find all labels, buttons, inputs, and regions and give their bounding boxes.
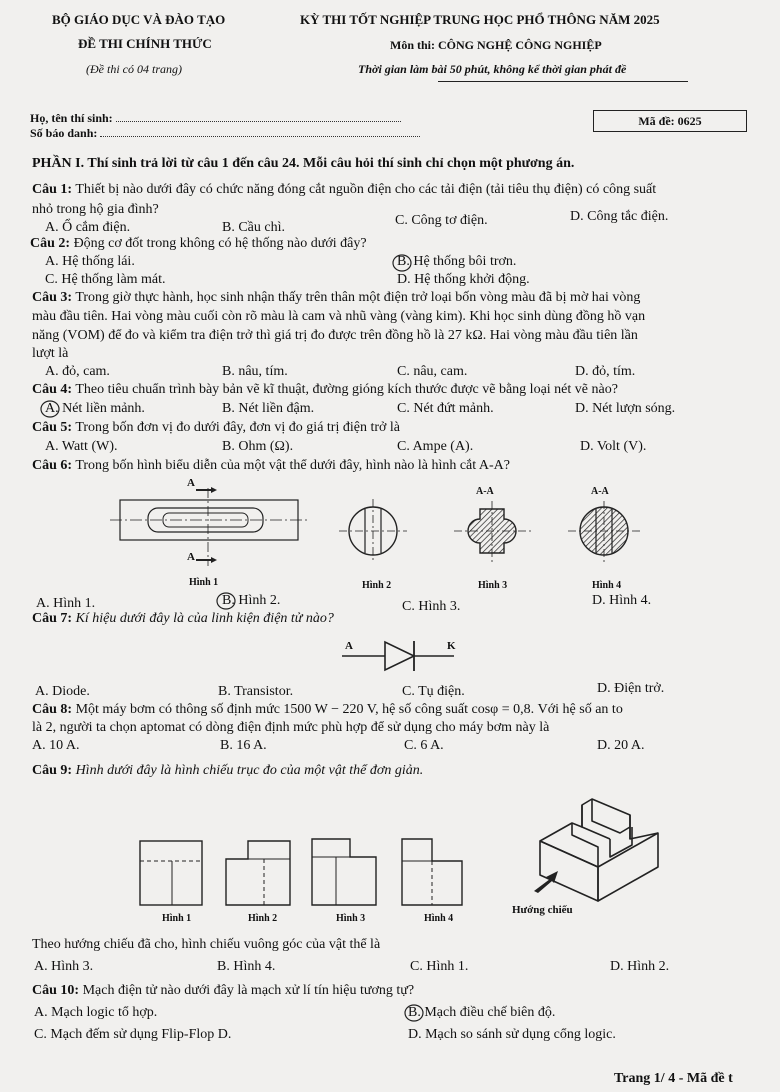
q1-label: Câu 1: [32, 182, 73, 197]
q2-option-c[interactable]: C. Hệ thống làm mát. [45, 272, 166, 287]
q6-option-a[interactable]: A. Hình 1. [36, 596, 96, 611]
q9-caption-4: Hình 4 [424, 913, 454, 924]
q6-figure-3 [458, 503, 528, 563]
q6-caption-2: Hình 2 [362, 580, 392, 591]
q6-option-c[interactable]: C. Hình 3. [402, 599, 461, 614]
q6-figure-4 [572, 503, 642, 563]
q9-isometric-object [520, 783, 670, 913]
q6-cut-letter-top: A [187, 477, 195, 489]
q2-option-a[interactable]: A. Hệ thống lái. [45, 254, 135, 269]
q2-stem [30, 236, 367, 252]
q6-stem [32, 458, 510, 474]
q2-label: Câu 2: [30, 236, 71, 251]
q8-text-1: Một máy bơm có thông số định mức 1500 W − 220 V, hệ số công suất cosφ = 0,8. Với hệ số an to [75, 702, 623, 717]
q5-option-c[interactable]: C. Ampe (A). [397, 439, 474, 454]
exam-title: KỲ THI TỐT NGHIỆP TRUNG HỌC PHỔ THÔNG NĂM 2025 [300, 12, 660, 27]
q1-option-a[interactable]: A. Ổ cắm điện. [45, 220, 131, 235]
q5-option-b[interactable]: B. Ohm (Ω). [222, 439, 294, 454]
q9-prompt: Theo hướng chiếu đã cho, hình chiếu vuông góc của vật thể là [32, 937, 381, 952]
time-underline [438, 81, 688, 82]
q1-option-c[interactable]: C. Công tơ điện. [395, 213, 488, 228]
q1-text-2: nhỏ trong hộ gia đình? [32, 202, 159, 217]
q3-option-d[interactable]: D. đỏ, tím. [575, 364, 636, 379]
q9-option-d[interactable]: D. Hình 2. [610, 959, 670, 974]
q10-stem [32, 983, 414, 999]
q7-stem [32, 611, 334, 627]
q6-caption-1: Hình 1 [189, 577, 219, 588]
q9-caption-3: Hình 3 [336, 913, 366, 924]
q8-option-a[interactable]: A. 10 A. [32, 738, 80, 753]
q3-text-2: màu đầu tiên. Hai vòng màu cuối còn rõ màu là cam và nhũ vàng (vàng kim). Khi học sinh dùng đồng hồ vạn [32, 309, 646, 324]
q3-text-4: lượt là [32, 346, 69, 361]
q3-option-c[interactable]: C. nâu, cam. [397, 364, 468, 379]
student-name-row [30, 111, 401, 126]
q9-option-b[interactable]: B. Hình 4. [217, 959, 276, 974]
q3-label: Câu 3: [32, 290, 73, 305]
student-id-label: Số báo danh: [30, 126, 98, 140]
q6-caption-4: Hình 4 [592, 580, 622, 591]
q6-figure-1 [118, 478, 303, 578]
official-label: ĐỀ THI CHÍNH THỨC [78, 36, 212, 51]
q7-option-c[interactable]: C. Tụ điện. [402, 684, 465, 699]
q6-text: Trong bốn hình biểu diễn của một vật thể dưới đây, hình nào là hình cắt A-A? [75, 458, 510, 473]
student-name-blank[interactable] [116, 121, 401, 122]
q9-caption-2: Hình 2 [248, 913, 278, 924]
page-footer: Trang 1/ 4 - Mã đề t [614, 1071, 733, 1086]
q9-projection-figures [136, 835, 476, 910]
q9-label: Câu 9: [32, 763, 73, 778]
diode-anode-label: A [345, 640, 353, 652]
student-id-blank[interactable] [100, 136, 420, 137]
student-name-label: Họ, tên thí sinh: [30, 111, 113, 125]
q8-label: Câu 8: [32, 702, 73, 717]
q1-option-b[interactable]: B. Cầu chì. [222, 220, 285, 235]
part1-instruction: PHẦN I. Thí sinh trả lời từ câu 1 đến câu 24. Mỗi câu hỏi thí sinh chỉ chọn một phương án. [32, 156, 575, 171]
q7-option-a[interactable]: A. Diode. [35, 684, 90, 699]
ministry-name: BỘ GIÁO DỤC VÀ ĐÀO TẠO [52, 12, 226, 27]
q2-text: Động cơ đốt trong không có hệ thống nào dưới đây? [73, 236, 367, 251]
q4-option-b[interactable]: B. Nét liền đậm. [222, 401, 315, 416]
q3-text-3: năng (VOM) để đo và kiểm tra điện trở thì giá trị đo được trên đồng hồ là 27 kΩ. Hai vòng màu đầu tiên lần [32, 328, 638, 343]
q9-text: Hình dưới đây là hình chiếu trục đo của một vật thể đơn giản. [75, 763, 424, 778]
q1-option-d[interactable]: D. Công tắc điện. [570, 209, 669, 224]
q9-stem [32, 763, 423, 779]
q4-option-a[interactable]: A. Nét liền mảnh. [45, 401, 145, 416]
q10-option-d[interactable]: D. Mạch so sánh sử dụng cổng logic. [408, 1027, 616, 1042]
q2-option-b[interactable]: B. Hệ thống bôi trơn. [397, 254, 517, 269]
subject-label: Môn thi: CÔNG NGHỆ CÔNG NGHIỆP [390, 38, 602, 52]
exam-code: Mã đề: 0625 [593, 110, 747, 132]
q5-option-a[interactable]: A. Watt (W). [45, 439, 118, 454]
q2-answer-mark [391, 253, 413, 273]
q4-option-d[interactable]: D. Nét lượn sóng. [575, 401, 676, 416]
q4-answer-mark [39, 399, 61, 419]
student-id-row [30, 126, 420, 141]
q3-option-a[interactable]: A. đỏ, cam. [45, 364, 110, 379]
q10-option-c[interactable]: C. Mạch đếm sử dụng Flip-Flop D. [34, 1027, 232, 1042]
q10-answer-mark [403, 1003, 425, 1023]
q4-text: Theo tiêu chuẩn trình bày bản vẽ kĩ thuật, đường gióng kích thước được vẽ bằng loại nét vẽ nào? [75, 382, 618, 397]
q6-option-d[interactable]: D. Hình 4. [592, 593, 652, 608]
q6-section-label-3: A-A [476, 486, 494, 497]
q3-stem [32, 290, 640, 306]
q4-stem [32, 382, 618, 398]
q9-option-c[interactable]: C. Hình 1. [410, 959, 469, 974]
q4-option-c[interactable]: C. Nét đứt mảnh. [397, 401, 494, 416]
q8-option-d[interactable]: D. 20 A. [597, 738, 645, 753]
q9-caption-1: Hình 1 [162, 913, 192, 924]
q7-label: Câu 7: [32, 611, 73, 626]
q2-option-d[interactable]: D. Hệ thống khởi động. [397, 272, 530, 287]
q8-option-c[interactable]: C. 6 A. [404, 738, 444, 753]
q6-section-label-4: A-A [591, 486, 609, 497]
q4-label: Câu 4: [32, 382, 73, 397]
q6-caption-3: Hình 3 [478, 580, 508, 591]
q5-label: Câu 5: [32, 420, 73, 435]
time-note: Thời gian làm bài 50 phút, không kể thời gian phát đề [358, 62, 627, 76]
q1-stem [32, 182, 656, 198]
q3-option-b[interactable]: B. nâu, tím. [222, 364, 288, 379]
q10-option-a[interactable]: A. Mạch logic tổ hợp. [34, 1005, 158, 1020]
diode-symbol [340, 636, 460, 676]
q6-option-b[interactable]: B. Hình 2. [222, 593, 281, 608]
q7-option-d[interactable]: D. Điện trở. [597, 681, 665, 696]
q9-direction-label: Hướng chiếu [512, 904, 573, 916]
diode-cathode-label: K [447, 640, 456, 652]
q5-option-d[interactable]: D. Volt (V). [580, 439, 647, 454]
q1-text-1: Thiết bị nào dưới đây có chức năng đóng cắt nguồn điện cho các tải điện (tải tiêu thụ điện) có công suất [75, 182, 657, 197]
pages-note: (Đề thi có 04 trang) [86, 62, 182, 76]
q7-text: Kí hiệu dưới đây là của linh kiện điện tử nào? [75, 611, 334, 626]
q8-option-b[interactable]: B. 16 A. [220, 738, 267, 753]
q8-stem [32, 702, 623, 718]
q8-text-2: là 2, người ta chọn aptomat có dòng điện định mức phù hợp để sử dụng cho máy bơm này là [32, 720, 550, 735]
q7-option-b[interactable]: B. Transistor. [218, 684, 294, 699]
q10-option-b[interactable]: B. Mạch điều chế biên độ. [408, 1005, 556, 1020]
q3-text-1: Trong giờ thực hành, học sinh nhận thấy trên thân một điện trở loại bốn vòng màu đã bị mờ hai vòng [75, 290, 641, 305]
q9-option-a[interactable]: A. Hình 3. [34, 959, 94, 974]
q5-stem [32, 420, 400, 436]
q6-answer-mark [215, 591, 237, 611]
q5-text: Trong bốn đơn vị đo dưới đây, đơn vị đo giá trị điện trở là [75, 420, 401, 435]
q10-label: Câu 10: [32, 983, 80, 998]
q6-figure-2 [345, 503, 405, 563]
q6-label: Câu 6: [32, 458, 73, 473]
q10-text: Mạch điện tử nào dưới đây là mạch xử lí tín hiệu tương tự? [82, 983, 415, 998]
q6-cut-letter-bottom: A [187, 551, 195, 563]
